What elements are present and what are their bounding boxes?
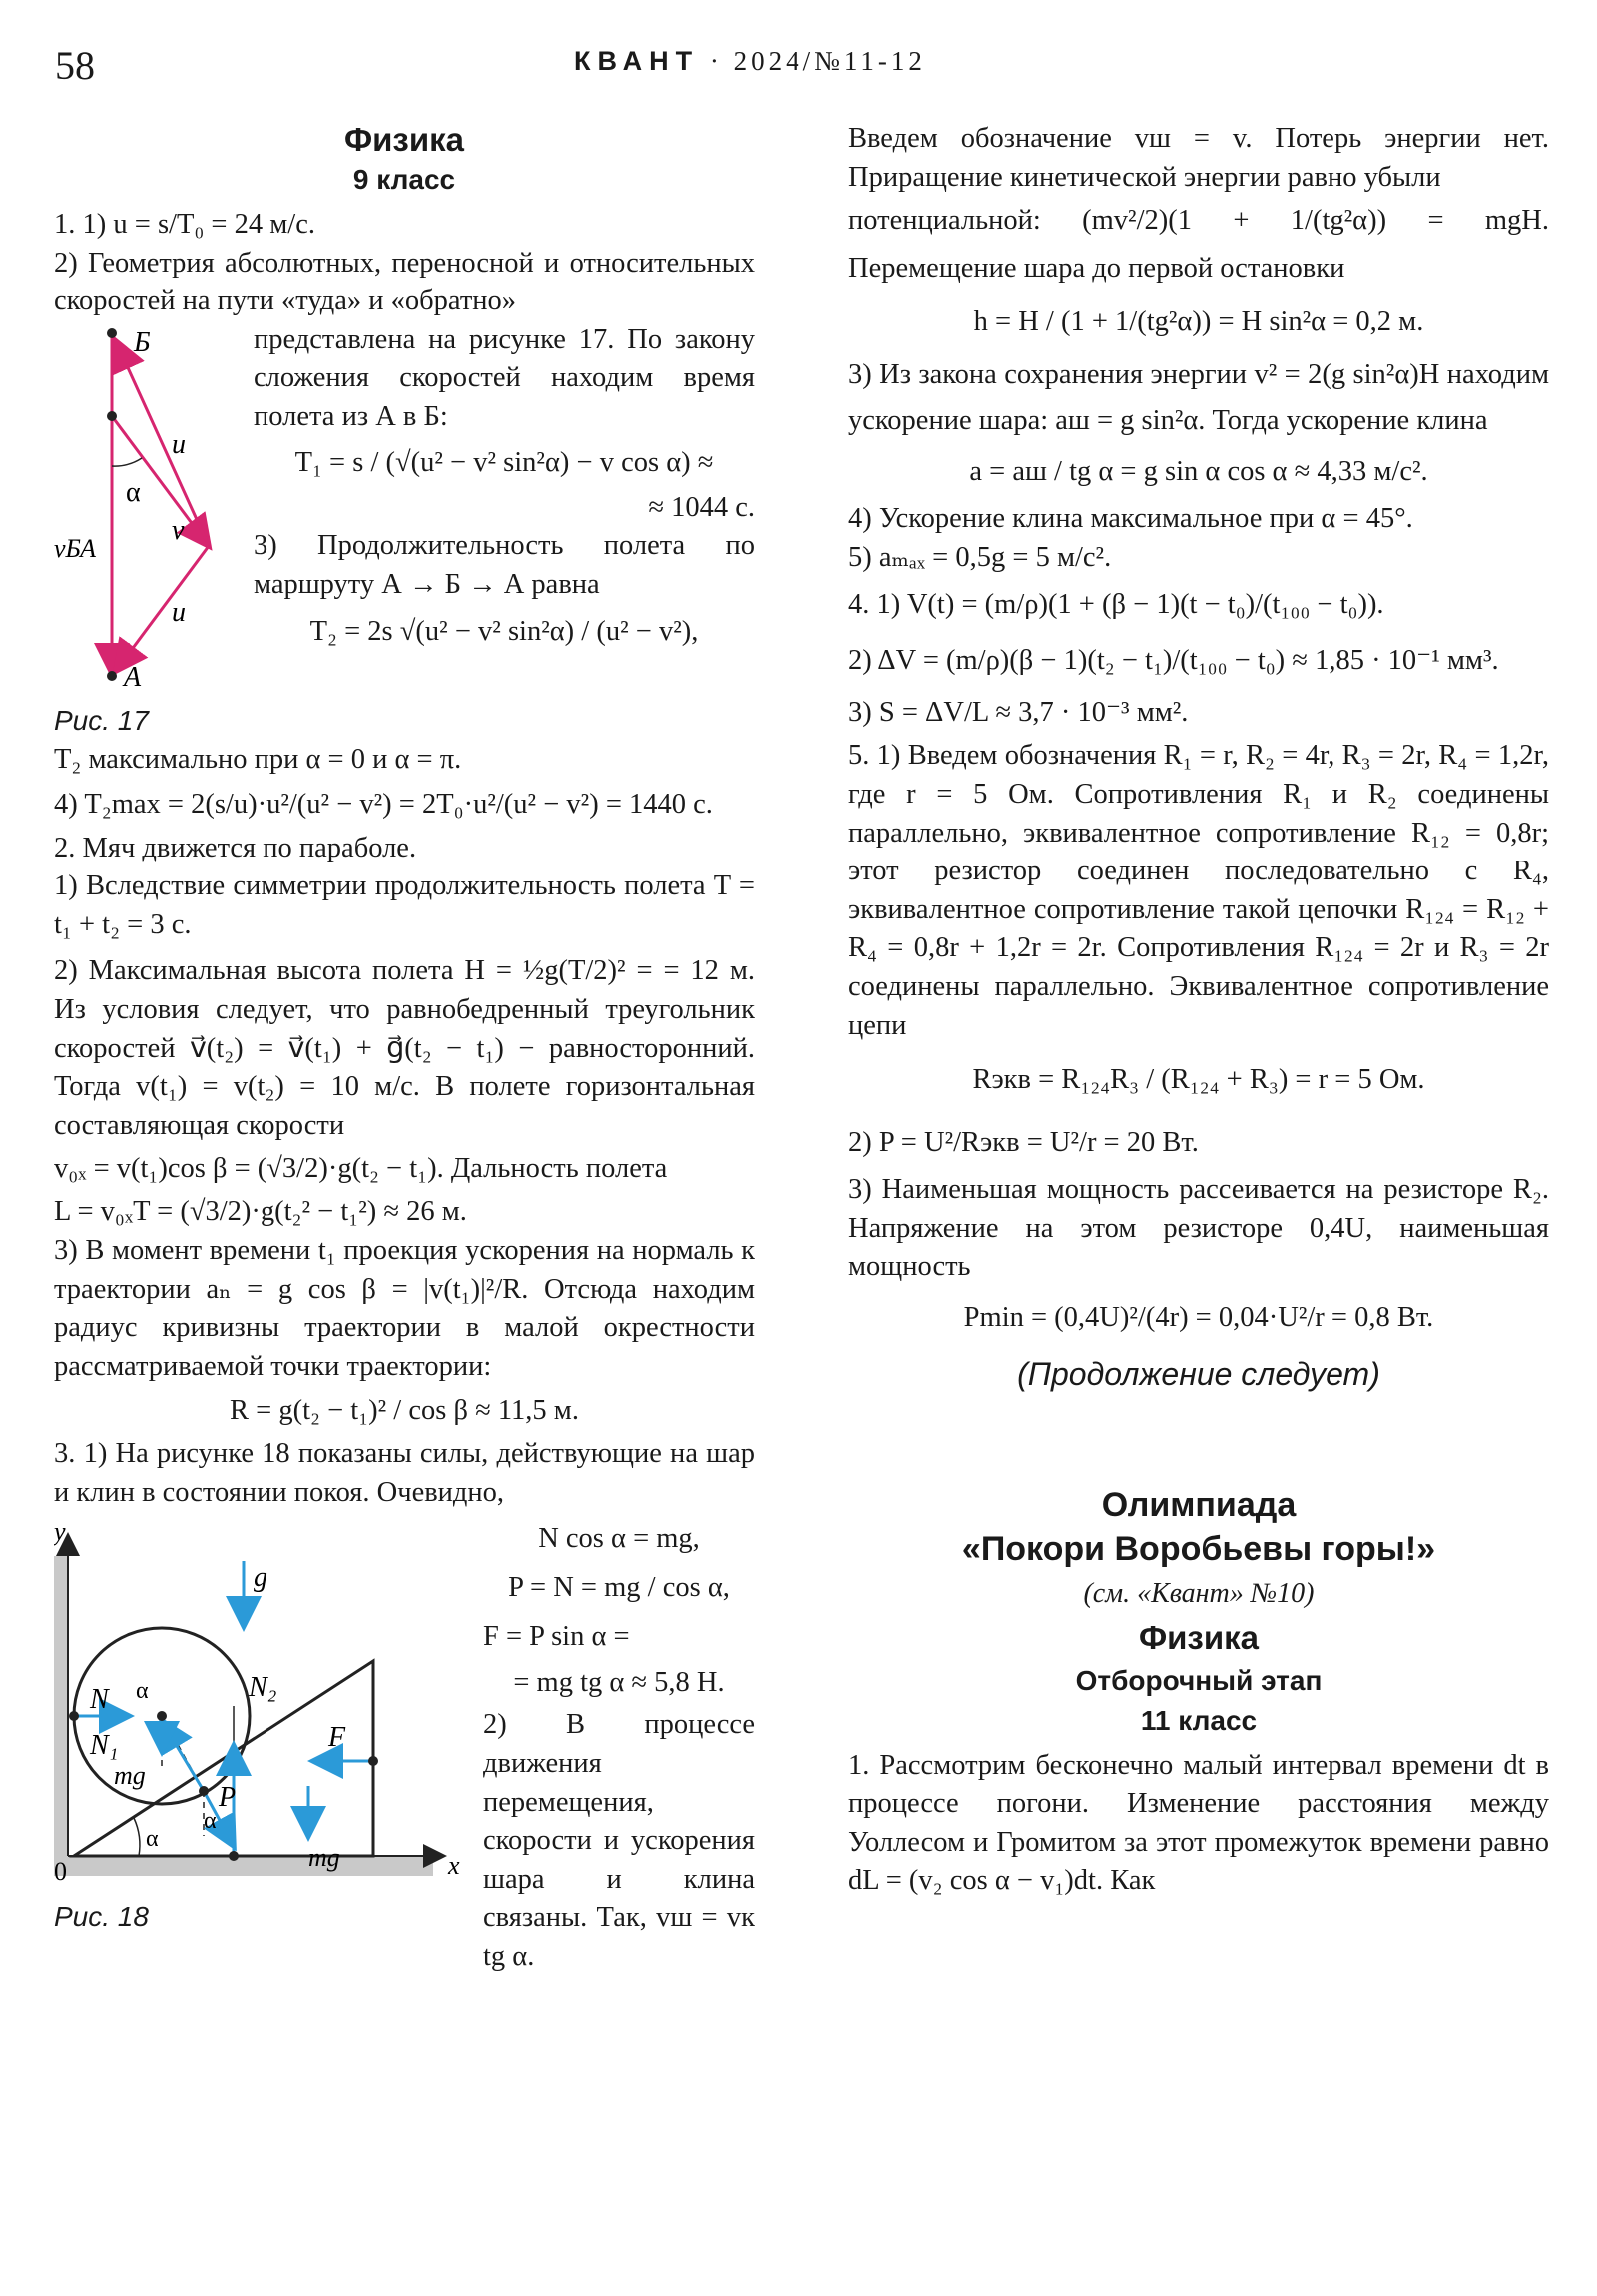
fig18-label-f: F bbox=[328, 1722, 346, 1754]
fig18-label-alpha-1: α bbox=[136, 1678, 149, 1705]
fig18-side-text bbox=[483, 1516, 755, 1976]
olympiad-reference: (см. «Квант» №10) bbox=[1083, 1577, 1315, 1609]
formula-req: Rэкв = R₁₂₄R₃ / (R₁₂₄ + R₃) = r = 5 Ом. bbox=[972, 1064, 1425, 1096]
fig18-label-origin: 0 bbox=[54, 1857, 67, 1887]
fig17-label-u1: u bbox=[172, 428, 186, 460]
olympiad-stage: Отборочный этап bbox=[1075, 1664, 1323, 1696]
olympiad-answer-1: 1. Рассмотрим бесконечно малый интервал времени dt в процессе погони. Изменение расстояния между Уоллесом и Громитом за этот промежуток времени равно dL = (v₂ cos α − v₁)dt. Как bbox=[848, 1749, 1549, 1897]
olympiad-title-1: Олимпиада bbox=[1101, 1485, 1297, 1524]
issue-number: · 2024/№11-12 bbox=[709, 46, 926, 76]
olympiad-title-2: «Покори Воробьевы горы!» bbox=[961, 1529, 1436, 1568]
answer-4-3: 3) S = ΔV/L ≈ 3,7 · 10⁻³ мм². bbox=[848, 697, 1189, 729]
fig18-label-alpha-2: α bbox=[204, 1808, 217, 1835]
formula-f: F = P sin α = bbox=[483, 1621, 630, 1653]
answer-1-1: 1. 1) u = s/T₀ = 24 м/с. bbox=[54, 209, 315, 240]
answer-3-4: 4) Ускорение клина максимальное при α = 45°. bbox=[848, 503, 1413, 535]
formula-range: L = v₀ₓT = (√3/2)·g(t₂² − t₁²) ≈ 26 м. bbox=[54, 1196, 467, 1228]
fig18-label-mg2: mg bbox=[308, 1843, 340, 1873]
answer-2: 2. Мяч движется по параболе. bbox=[54, 832, 417, 863]
formula-a: a = aш / tg α = g sin α cos α ≈ 4,33 м/с². bbox=[969, 456, 1428, 488]
answer-5-2: 2) P = U²/Rэкв = U²/r = 20 Вт. bbox=[848, 1127, 1199, 1159]
fig18-label-g: g bbox=[254, 1562, 267, 1594]
fig17-label-a: А bbox=[124, 661, 142, 691]
fig17-label-alpha: α bbox=[126, 476, 141, 508]
fig17-side-text bbox=[254, 321, 755, 741]
right-column bbox=[848, 120, 1549, 1901]
answer-1-3: 3) Продолжительность полета по маршруту А → Б → А равна bbox=[254, 530, 755, 600]
answer-5-1: 5. 1) Введем обозначения R₁ = r, R₂ = 4r, R₃ = 2r, R₄ = 1,2r, где r = 5 Ом. Сопротивления R₁ и R₂ соединены параллельно, эквивалентное сопротивление R₁₂ = 0,8r; этот резистор соединен последовательно с R₄, эквивалентное сопротивление такой цепочки R₁₂₄ = R₁₂ + R₄ = 0,8r + 1,2r = 2r. Сопротивления R₁₂₄ = 2r и R₃ = 2r соединены параллельно. Эквивалентное сопротивление цепи bbox=[848, 740, 1549, 1041]
fig18-label-n: N bbox=[90, 1684, 109, 1716]
answer-2-1: 1) Вследствие симметрии продолжительность полета T = t₁ + t₂ = 3 с. bbox=[54, 870, 755, 940]
formula-t2: T₂ = 2s √(u² − v² sin²α) / (u² − v²), bbox=[309, 616, 699, 648]
answer-4-1: 4. 1) V(t) = (m/ρ)(1 + (β − 1)(t − t₀)/(t₁₀₀ − t₀)). bbox=[848, 589, 1384, 621]
answer-2-3: 3) В момент времени t₁ проекция ускорения на нормаль к траектории aₙ = g cos β = |v(t₁)|²/R. Отсюда находим радиус кривизны траектории в малой окрестности рассматриваемой точки траектории: bbox=[54, 1234, 755, 1382]
answer-1-2-cont: представлена на рисунке 17. По закону сложения скоростей находим время полета из А в Б: bbox=[254, 323, 755, 432]
fig18 bbox=[54, 1516, 483, 1976]
answer-1-3-note: T₂ максимально при α = 0 и α = π. bbox=[54, 743, 462, 775]
fig18-caption: Рис. 18 bbox=[54, 1901, 149, 1933]
olympiad-subject: Физика bbox=[1138, 1618, 1259, 1656]
fig17-diagram bbox=[54, 321, 254, 691]
fig17-caption: Рис. 17 bbox=[54, 705, 149, 737]
answer-1-2: 2) Геометрия абсолютных, переносной и относительных скоростей на пути «туда» и «обратно» bbox=[54, 247, 755, 317]
answer-3-5: 5) aₘₐₓ = 0,5g = 5 м/с². bbox=[848, 541, 1112, 573]
formula-radius: R = g(t₂ − t₁)² / cos β ≈ 11,5 м. bbox=[230, 1395, 579, 1427]
fig18-label-p: P bbox=[219, 1782, 237, 1814]
fig18-label-n2: N₂ bbox=[249, 1672, 277, 1704]
formula-pmin: Pmin = (0,4U)²/(4r) = 0,04·U²/r = 0,8 Вт. bbox=[963, 1301, 1434, 1333]
left-column bbox=[54, 120, 755, 1977]
fig18-diagram bbox=[54, 1516, 483, 1886]
formula-ncos: N cos α = mg, bbox=[538, 1523, 700, 1555]
fig18-label-mg1: mg bbox=[114, 1761, 146, 1791]
answer-2-2-cont: v₀ₓ = v(t₁)cos β = (√3/2)·g(t₂ − t₁). Дальность полета bbox=[54, 1153, 668, 1185]
fig17-label-v: v bbox=[172, 514, 185, 546]
formula-h: h = H / (1 + 1/(tg²α)) = H sin²α = 0,2 м. bbox=[973, 306, 1424, 338]
answer-4-2: 2) ΔV = (m/ρ)(β − 1)(t₂ − t₁)/(t₁₀₀ − t₀) ≈ 1,85 · 10⁻¹ мм³. bbox=[848, 645, 1499, 677]
fig17-label-b: Б bbox=[134, 326, 151, 358]
formula-p-n: P = N = mg / cos α, bbox=[508, 1572, 730, 1604]
section-title: Физика bbox=[343, 121, 464, 158]
fig18-label-x: x bbox=[448, 1851, 460, 1881]
answer-3-2: 2) В процессе движения перемещения, скорости и ускорения шара и клина связаны. Так, vш = vк tg α. bbox=[483, 1709, 755, 1973]
answer-3-3: 3) Из закона сохранения энергии v² = 2(g sin²α)H находим ускорение шара: aш = g sin²α. Тогда ускорение клина bbox=[848, 359, 1549, 437]
fig17-block bbox=[54, 321, 755, 741]
running-header bbox=[574, 46, 926, 77]
fig17-label-u2: u bbox=[172, 596, 186, 628]
answer-2-2: 2) Максимальная высота полета H = ½g(T/2)² = = 12 м. Из условия следует, что равнобедренный треугольник скоростей v⃗(t₂) = v⃗(t₁) + g⃗(t₂ − t₁) − равносторонний. Тогда v(t₁) = v(t₂) = 10 м/с. В полете горизонтальная составляющая скорости bbox=[54, 955, 755, 1141]
fig17 bbox=[54, 321, 254, 741]
olympiad-grade: 11 класс bbox=[1140, 1704, 1258, 1736]
answer-5-3: 3) Наименьшая мощность рассеивается на резисторе R₂. Напряжение на этом резисторе 0,4U, наименьшая мощность bbox=[848, 1174, 1549, 1283]
formula-t1-value: ≈ 1044 с. bbox=[648, 491, 755, 523]
right-energy: потенциальной: (mv²/2)(1 + 1/(tg²α)) = mgH. Перемещение шара до первой остановки bbox=[848, 205, 1549, 285]
continued-note: (Продолжение следует) bbox=[1017, 1355, 1380, 1392]
fig17-label-vba: vБА bbox=[54, 533, 97, 563]
formula-t2max: 4) T₂max = 2(s/u)·u²/(u² − v²) = 2T₀·u²/(u² − v²) = 1440 с. bbox=[54, 788, 713, 820]
fig18-block bbox=[54, 1516, 755, 1976]
fig18-label-alpha-3: α bbox=[146, 1826, 159, 1853]
right-answer-3-cont: Введем обозначение vш = v. Потерь энергии нет. Приращение кинетической энергии равно убыли bbox=[848, 123, 1549, 193]
fig18-label-y: y bbox=[54, 1517, 66, 1547]
journal-name: КВАНТ bbox=[574, 46, 700, 76]
fig18-label-n1: N₁ bbox=[90, 1730, 119, 1762]
page-number: 58 bbox=[55, 43, 95, 88]
formula-f-value: = mg tg α ≈ 5,8 Н. bbox=[513, 1667, 725, 1699]
section-grade: 9 класс bbox=[352, 164, 456, 195]
formula-t1: T₁ = s / (√(u² − v² sin²α) − v cos α) ≈ bbox=[294, 446, 714, 478]
answer-3-1: 3. 1) На рисунке 18 показаны силы, действующие на шар и клин в состоянии покоя. Очевидно, bbox=[54, 1438, 755, 1508]
